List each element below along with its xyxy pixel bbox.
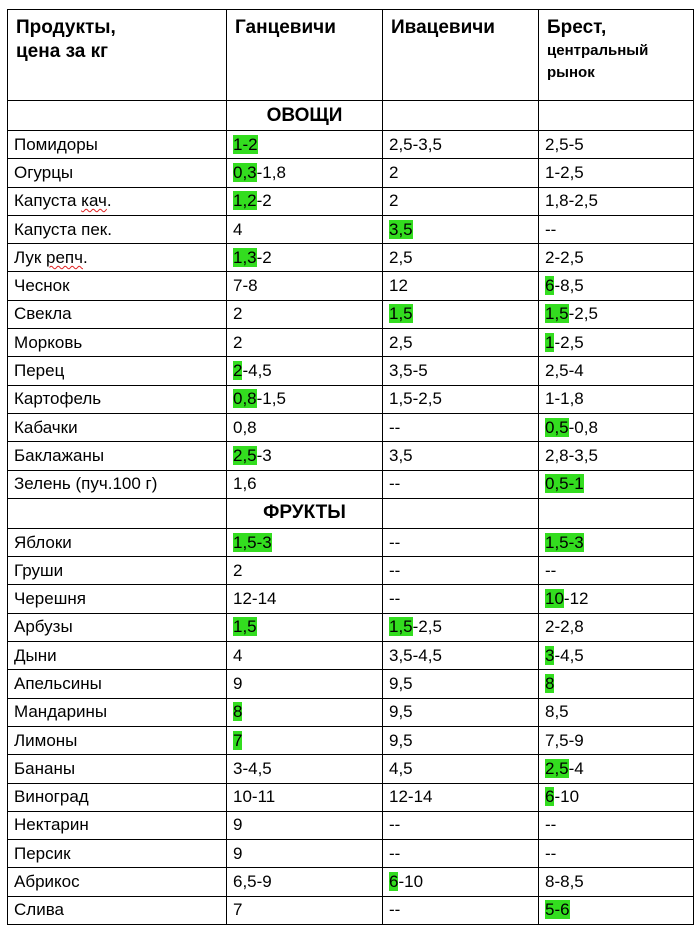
table-row xyxy=(8,413,694,441)
section-cell xyxy=(8,498,227,528)
product-name: Виноград xyxy=(8,783,227,811)
table-row xyxy=(8,329,694,357)
price-ivatsevichi xyxy=(383,726,539,754)
header-row xyxy=(8,10,694,101)
price-brest xyxy=(539,868,694,896)
price-gantsevichi xyxy=(227,726,383,754)
header-product-line1: Продукты, xyxy=(16,17,116,38)
highlighted-price: 1,5 xyxy=(233,617,257,637)
highlighted-price: 0,8 xyxy=(233,389,257,409)
product-name: Баклажаны xyxy=(8,442,227,470)
price-ivatsevichi xyxy=(383,840,539,868)
table-row xyxy=(8,272,694,300)
section-cell xyxy=(8,101,227,131)
price-ivatsevichi xyxy=(383,357,539,385)
table-row xyxy=(8,385,694,413)
price-brest xyxy=(539,811,694,839)
price-text: -- xyxy=(389,560,401,580)
product-name: Капуста кач. xyxy=(8,187,227,215)
section-cell xyxy=(539,101,694,131)
price-text: 2,5-4 xyxy=(545,361,584,381)
price-text: 12-14 xyxy=(389,787,433,807)
price-text: -- xyxy=(389,843,401,863)
price-brest xyxy=(539,755,694,783)
price-text: 2,5-3,5 xyxy=(389,134,442,154)
price-gantsevichi xyxy=(227,470,383,498)
price-text: 2 xyxy=(233,560,243,580)
spellcheck-underline: кач xyxy=(81,191,107,211)
price-ivatsevichi xyxy=(383,413,539,441)
price-gantsevichi xyxy=(227,215,383,243)
price-text: -10 xyxy=(554,787,580,807)
price-text: -- xyxy=(545,560,557,580)
section-cell xyxy=(383,498,539,528)
highlighted-price: 6 xyxy=(545,276,555,296)
price-brest xyxy=(539,159,694,187)
price-text: 2 xyxy=(233,304,243,324)
table-row xyxy=(8,896,694,924)
highlighted-price: 8 xyxy=(233,702,243,722)
price-gantsevichi xyxy=(227,868,383,896)
price-brest xyxy=(539,329,694,357)
price-brest xyxy=(539,442,694,470)
product-name: Мандарины xyxy=(8,698,227,726)
table-row xyxy=(8,642,694,670)
price-text: 2 xyxy=(233,332,243,352)
price-brest xyxy=(539,840,694,868)
header-brest-title: Брест, xyxy=(547,17,607,38)
table-row xyxy=(8,300,694,328)
highlighted-price: 1 xyxy=(545,332,555,352)
header-product-line2: цена за кг xyxy=(16,41,109,62)
table-row xyxy=(8,670,694,698)
highlighted-price: 0,3 xyxy=(233,162,257,182)
price-text: -1,8 xyxy=(256,162,286,182)
price-gantsevichi xyxy=(227,896,383,924)
table-body xyxy=(8,101,694,925)
price-text: -2,5 xyxy=(412,617,442,637)
product-name: Чеснок xyxy=(8,272,227,300)
highlighted-price: 1,2 xyxy=(233,191,257,211)
highlighted-price: 2,5 xyxy=(233,445,257,465)
price-text: -4,5 xyxy=(554,645,584,665)
price-text: -2 xyxy=(256,191,272,211)
highlighted-price: 2,5 xyxy=(545,758,569,778)
price-text: 9 xyxy=(233,843,243,863)
price-ivatsevichi xyxy=(383,670,539,698)
price-text: 10-11 xyxy=(233,787,276,807)
price-text: 4 xyxy=(233,645,243,665)
section-cell xyxy=(539,498,694,528)
price-text: 4 xyxy=(233,219,243,239)
product-name: Картофель xyxy=(8,385,227,413)
price-ivatsevichi xyxy=(383,557,539,585)
highlighted-price: 0,5-1 xyxy=(545,474,584,494)
section-title: ОВОЩИ xyxy=(227,101,383,131)
price-gantsevichi xyxy=(227,670,383,698)
price-gantsevichi xyxy=(227,585,383,613)
price-text: -12 xyxy=(563,589,589,609)
price-gantsevichi xyxy=(227,642,383,670)
price-text: -- xyxy=(545,219,557,239)
price-ivatsevichi xyxy=(383,187,539,215)
price-text: -8,5 xyxy=(554,276,584,296)
price-text: -10 xyxy=(398,872,424,892)
price-text: 9 xyxy=(233,815,243,835)
price-text: 1-1,8 xyxy=(545,389,584,409)
price-text: -- xyxy=(545,815,557,835)
product-name: Арбузы xyxy=(8,613,227,641)
price-gantsevichi xyxy=(227,413,383,441)
product-name: Свекла xyxy=(8,300,227,328)
price-text: -- xyxy=(389,589,401,609)
price-gantsevichi xyxy=(227,840,383,868)
price-text: 9,5 xyxy=(389,673,413,693)
highlighted-price: 6 xyxy=(545,787,555,807)
highlighted-price: 1,5 xyxy=(389,304,413,324)
highlighted-price: 1,5 xyxy=(389,617,413,637)
price-table xyxy=(7,9,694,925)
price-text: 12-14 xyxy=(233,589,277,609)
price-gantsevichi xyxy=(227,385,383,413)
product-name: Слива xyxy=(8,896,227,924)
product-name: Яблоки xyxy=(8,528,227,556)
price-text: -3 xyxy=(256,445,272,465)
price-ivatsevichi xyxy=(383,698,539,726)
price-ivatsevichi xyxy=(383,385,539,413)
price-brest xyxy=(539,300,694,328)
product-name: Абрикос xyxy=(8,868,227,896)
price-gantsevichi xyxy=(227,783,383,811)
section-row xyxy=(8,498,694,528)
price-text: -- xyxy=(389,815,401,835)
table-row xyxy=(8,528,694,556)
price-ivatsevichi xyxy=(383,244,539,272)
price-text: -- xyxy=(389,417,401,437)
price-text: -2,5 xyxy=(554,332,584,352)
section-cell xyxy=(383,101,539,131)
price-brest xyxy=(539,896,694,924)
price-gantsevichi xyxy=(227,811,383,839)
table-row xyxy=(8,131,694,159)
price-text: 2 xyxy=(389,191,399,211)
price-ivatsevichi xyxy=(383,215,539,243)
price-ivatsevichi xyxy=(383,442,539,470)
price-gantsevichi xyxy=(227,159,383,187)
price-text: 2-2,8 xyxy=(545,617,584,637)
price-ivatsevichi xyxy=(383,585,539,613)
price-gantsevichi xyxy=(227,244,383,272)
price-gantsevichi xyxy=(227,300,383,328)
price-brest xyxy=(539,613,694,641)
spellcheck-underline: репч xyxy=(46,247,83,267)
price-gantsevichi xyxy=(227,755,383,783)
price-gantsevichi xyxy=(227,357,383,385)
price-ivatsevichi xyxy=(383,470,539,498)
header-ivatsevichi: Ивацевичи xyxy=(383,10,539,101)
price-gantsevichi xyxy=(227,613,383,641)
price-gantsevichi xyxy=(227,187,383,215)
header-brest-sub2: рынок xyxy=(547,64,595,81)
price-text: 7 xyxy=(233,900,243,920)
price-text: -4,5 xyxy=(242,361,272,381)
price-text: 8-8,5 xyxy=(545,872,584,892)
price-text: 7-8 xyxy=(233,276,258,296)
price-brest xyxy=(539,698,694,726)
price-text: 9 xyxy=(233,673,243,693)
price-brest xyxy=(539,557,694,585)
price-ivatsevichi xyxy=(383,755,539,783)
highlighted-price: 8 xyxy=(545,673,555,693)
header-gantsevichi: Ганцевичи xyxy=(227,10,383,101)
table-row xyxy=(8,613,694,641)
highlighted-price: 0,5 xyxy=(545,417,569,437)
price-brest xyxy=(539,385,694,413)
price-text: 4,5 xyxy=(389,758,413,778)
price-text: 1,5-2,5 xyxy=(389,389,442,409)
price-text: -4 xyxy=(568,758,584,778)
highlighted-price: 1,5 xyxy=(545,304,569,324)
price-ivatsevichi xyxy=(383,868,539,896)
price-brest xyxy=(539,244,694,272)
price-ivatsevichi xyxy=(383,528,539,556)
product-name: Лук репч. xyxy=(8,244,227,272)
highlighted-price: 5-6 xyxy=(545,900,570,920)
price-brest xyxy=(539,357,694,385)
table-row xyxy=(8,585,694,613)
product-name: Зелень (пуч.100 г) xyxy=(8,470,227,498)
price-gantsevichi xyxy=(227,131,383,159)
price-text: 3-4,5 xyxy=(233,758,272,778)
header-brest-sub1: центральный xyxy=(547,42,649,59)
table-row xyxy=(8,442,694,470)
product-name: Капуста пек. xyxy=(8,215,227,243)
price-brest xyxy=(539,670,694,698)
table-row xyxy=(8,159,694,187)
price-text: 9,5 xyxy=(389,730,413,750)
product-name: Морковь xyxy=(8,329,227,357)
product-name: Огурцы xyxy=(8,159,227,187)
table-row xyxy=(8,868,694,896)
price-text: 1,8-2,5 xyxy=(545,191,598,211)
price-brest xyxy=(539,726,694,754)
price-text: 7,5-9 xyxy=(545,730,584,750)
price-gantsevichi xyxy=(227,557,383,585)
price-text: 12 xyxy=(389,276,408,296)
highlighted-price: 7 xyxy=(233,730,243,750)
price-text: 2,5-5 xyxy=(545,134,584,154)
price-text: 3,5-5 xyxy=(389,361,428,381)
price-text: 8,5 xyxy=(545,702,569,722)
price-text: 3,5 xyxy=(389,445,413,465)
table-row xyxy=(8,187,694,215)
price-brest xyxy=(539,783,694,811)
highlighted-price: 2 xyxy=(233,361,243,381)
price-gantsevichi xyxy=(227,528,383,556)
price-ivatsevichi xyxy=(383,329,539,357)
highlighted-price: 1,5-3 xyxy=(233,532,272,552)
product-name: Черешня xyxy=(8,585,227,613)
highlighted-price: 3 xyxy=(545,645,555,665)
price-text: -2,5 xyxy=(568,304,598,324)
price-ivatsevichi xyxy=(383,896,539,924)
highlighted-price: 10 xyxy=(545,589,564,609)
price-text: -- xyxy=(389,900,401,920)
table-row xyxy=(8,357,694,385)
price-text: 2,8-3,5 xyxy=(545,445,598,465)
table-row xyxy=(8,470,694,498)
table-row xyxy=(8,755,694,783)
price-ivatsevichi xyxy=(383,811,539,839)
highlighted-price: 1-2 xyxy=(233,134,258,154)
price-brest xyxy=(539,272,694,300)
table-row xyxy=(8,215,694,243)
price-text: 2,5 xyxy=(389,332,413,352)
section-row xyxy=(8,101,694,131)
price-ivatsevichi xyxy=(383,613,539,641)
product-name: Лимоны xyxy=(8,726,227,754)
price-brest xyxy=(539,187,694,215)
section-title: ФРУКТЫ xyxy=(227,498,383,528)
price-text: 2,5 xyxy=(389,247,413,267)
price-brest xyxy=(539,528,694,556)
price-ivatsevichi xyxy=(383,159,539,187)
product-name: Бананы xyxy=(8,755,227,783)
price-ivatsevichi xyxy=(383,783,539,811)
table-row xyxy=(8,244,694,272)
price-brest xyxy=(539,215,694,243)
table-row xyxy=(8,840,694,868)
header-brest xyxy=(539,10,694,101)
price-brest xyxy=(539,413,694,441)
price-text: -- xyxy=(389,474,401,494)
product-name: Кабачки xyxy=(8,413,227,441)
highlighted-price: 1,5-3 xyxy=(545,532,584,552)
price-ivatsevichi xyxy=(383,272,539,300)
table-row xyxy=(8,726,694,754)
price-text: -0,8 xyxy=(568,417,598,437)
price-text: 1-2,5 xyxy=(545,162,584,182)
price-gantsevichi xyxy=(227,442,383,470)
price-text: 1,6 xyxy=(233,474,257,494)
price-ivatsevichi xyxy=(383,300,539,328)
price-ivatsevichi xyxy=(383,131,539,159)
highlighted-price: 3,5 xyxy=(389,219,413,239)
highlighted-price: 6 xyxy=(389,872,399,892)
price-text: 6,5-9 xyxy=(233,872,272,892)
product-name: Нектарин xyxy=(8,811,227,839)
highlighted-price: 1,3 xyxy=(233,247,257,267)
product-name: Апельсины xyxy=(8,670,227,698)
table-row xyxy=(8,783,694,811)
product-name: Дыни xyxy=(8,642,227,670)
price-ivatsevichi xyxy=(383,642,539,670)
product-name: Перец xyxy=(8,357,227,385)
price-gantsevichi xyxy=(227,329,383,357)
price-brest xyxy=(539,585,694,613)
table-row xyxy=(8,811,694,839)
product-name: Помидоры xyxy=(8,131,227,159)
table-row xyxy=(8,557,694,585)
price-text: 3,5-4,5 xyxy=(389,645,442,665)
price-text: -2 xyxy=(256,247,272,267)
header-product xyxy=(8,10,227,101)
price-text: 2-2,5 xyxy=(545,247,584,267)
table-row xyxy=(8,698,694,726)
price-text: -- xyxy=(389,532,401,552)
price-gantsevichi xyxy=(227,698,383,726)
price-brest xyxy=(539,642,694,670)
price-text: 9,5 xyxy=(389,702,413,722)
price-brest xyxy=(539,470,694,498)
price-text: -- xyxy=(545,843,557,863)
price-text: -1,5 xyxy=(256,389,286,409)
product-name: Груши xyxy=(8,557,227,585)
product-name: Персик xyxy=(8,840,227,868)
price-text: 2 xyxy=(389,162,399,182)
price-text: 0,8 xyxy=(233,417,257,437)
price-gantsevichi xyxy=(227,272,383,300)
price-brest xyxy=(539,131,694,159)
